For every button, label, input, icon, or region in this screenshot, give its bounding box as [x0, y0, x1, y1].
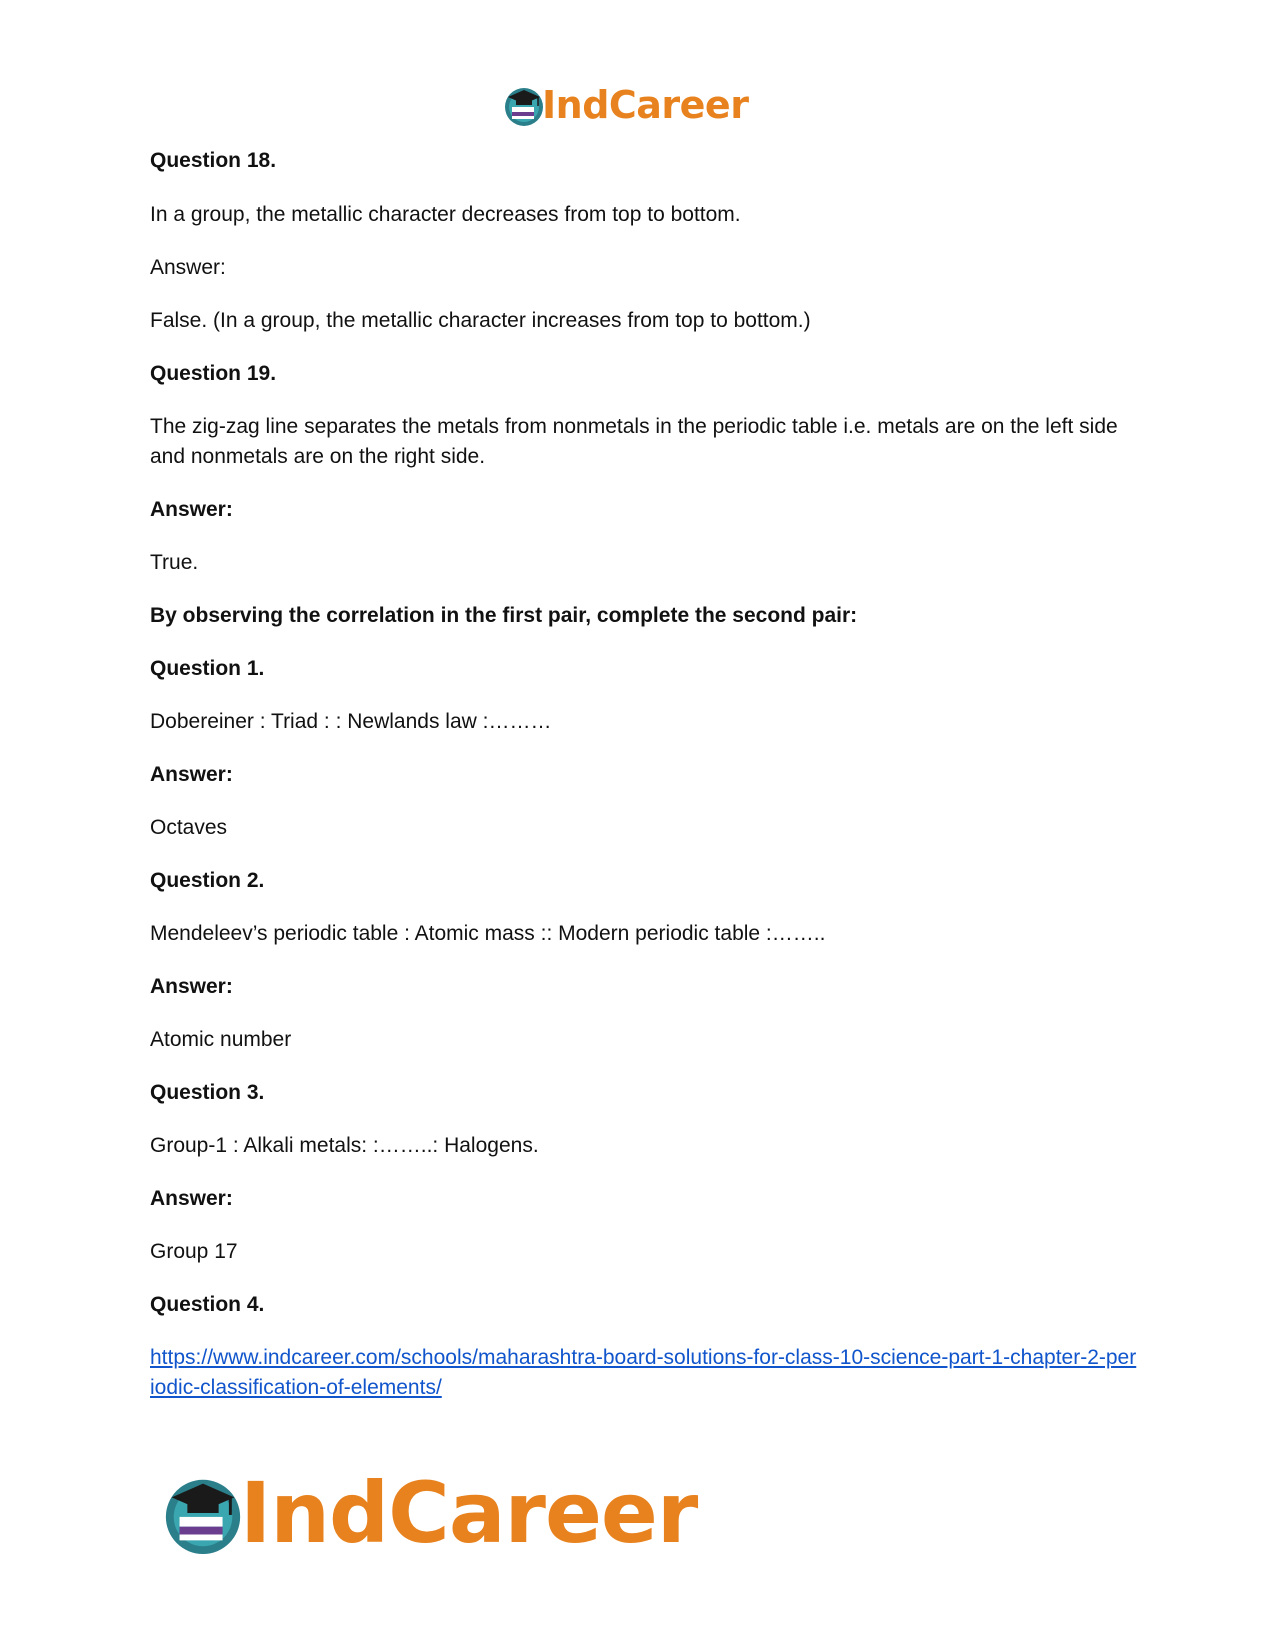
answer-text: Octaves	[150, 816, 228, 839]
answer-text: True.	[150, 551, 199, 574]
question-19-text: The zig-zag line separates the metals from nonmetals in the periodic table i.e. metals are on the left side and nonmetals are on the right side.	[150, 415, 1118, 468]
answer-text: False. (In a group, the metallic character increases from top to bottom.)	[150, 309, 811, 332]
header-logo	[502, 80, 748, 130]
source-link[interactable]: https://www.indcareer.com/schools/maharashtra-board-solutions-for-class-10-science-part-1-chapter-2-periodic-classification-of-elements/	[150, 1346, 1137, 1399]
answer-label: Answer:	[150, 975, 233, 998]
question-3-heading: Question 3.	[150, 1081, 265, 1104]
question-18-text: In a group, the metallic character decreases from top to bottom.	[150, 203, 741, 226]
question-19-heading: Question 19.	[150, 362, 277, 385]
footer-logo	[160, 1464, 698, 1562]
answer-label: Answer:	[150, 256, 226, 279]
answer-label: Answer:	[150, 1187, 233, 1210]
question-2-heading: Question 2.	[150, 869, 265, 892]
question-1-heading: Question 1.	[150, 657, 265, 680]
answer-label: Answer:	[150, 763, 233, 786]
answer-label: Answer:	[150, 498, 233, 521]
answer-text: Atomic number	[150, 1028, 292, 1051]
question-1-text: Dobereiner : Triad : : Newlands law :………	[150, 710, 552, 733]
question-18-heading: Question 18.	[150, 149, 277, 172]
logo-wordmark: IndCareer	[240, 1464, 698, 1562]
graduation-cap-icon	[502, 83, 546, 127]
answer-text: Group 17	[150, 1240, 238, 1263]
question-4-heading: Question 4.	[150, 1293, 265, 1316]
question-2-text: Mendeleev’s periodic table : Atomic mass :: Modern periodic table :……..	[150, 922, 826, 945]
graduation-cap-icon	[160, 1470, 246, 1556]
logo-wordmark: IndCareer	[542, 83, 749, 127]
question-3-text: Group-1 : Alkali metals: :……..: Halogens.	[150, 1134, 539, 1157]
section-instruction: By observing the correlation in the first pair, complete the second pair:	[150, 604, 858, 627]
